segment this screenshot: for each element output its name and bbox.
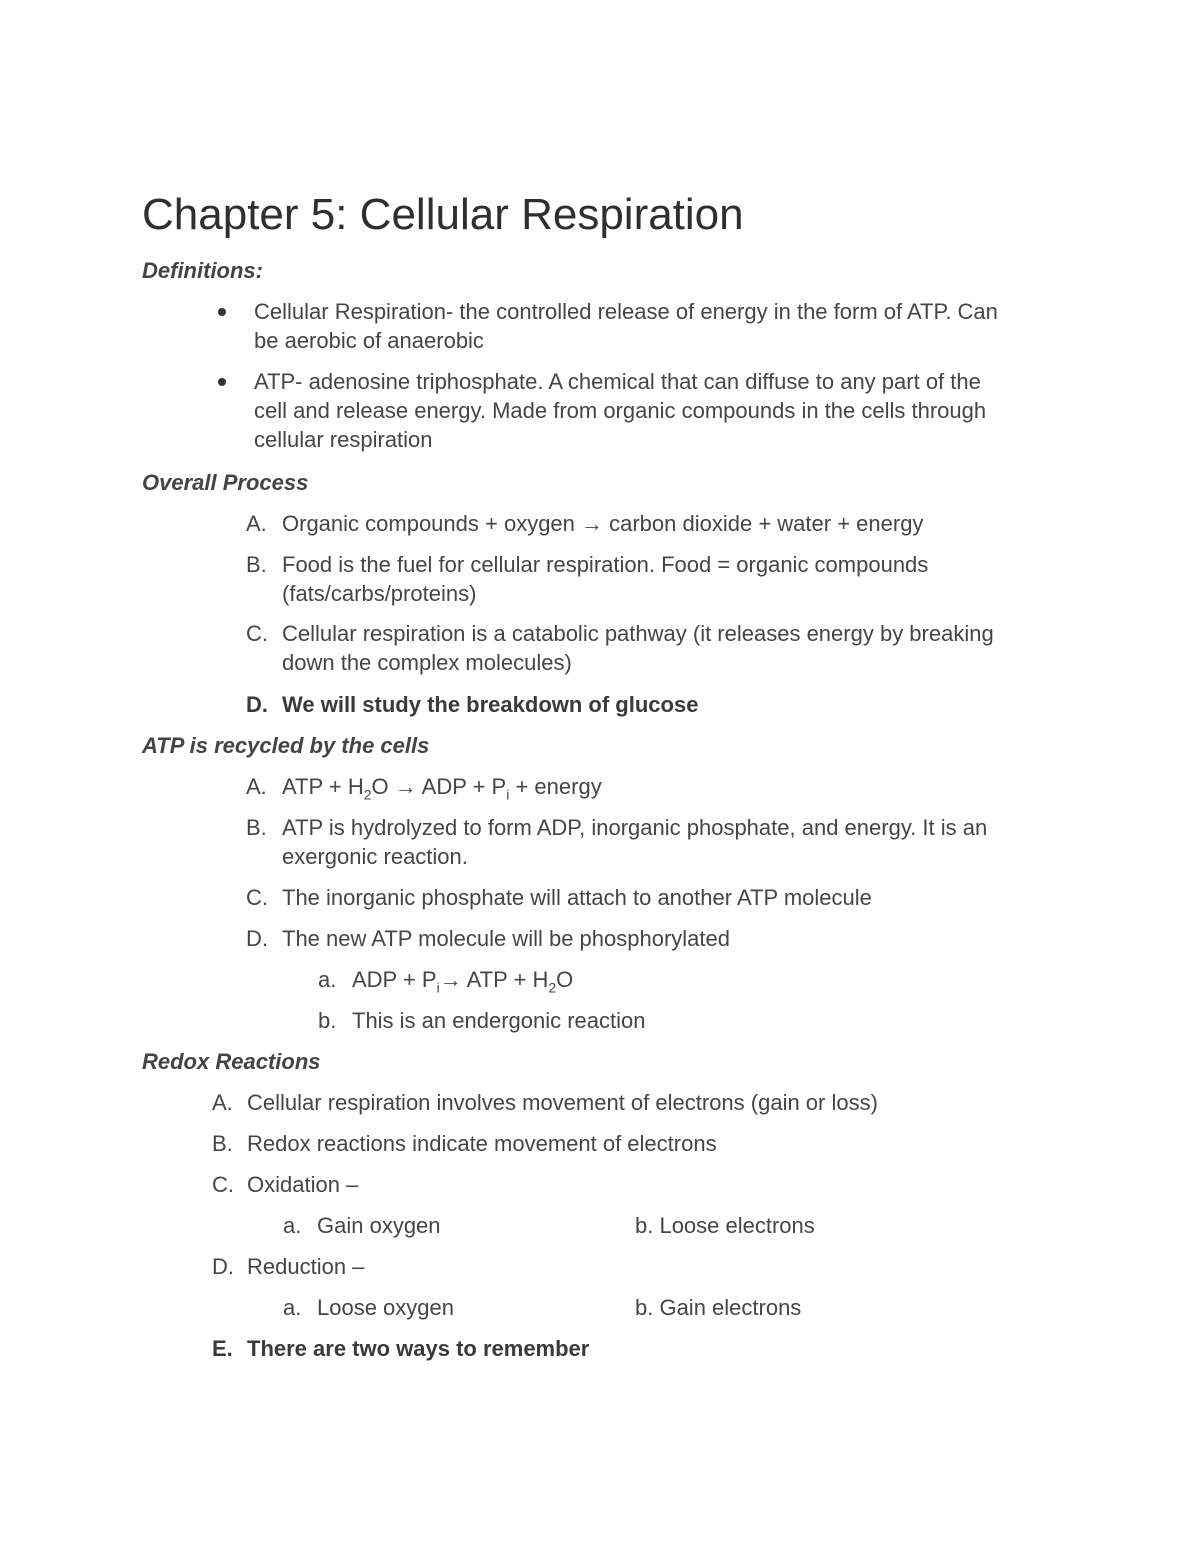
list-item-text: Cellular respiration involves movement of electrons (gain or loss) (247, 1090, 878, 1115)
list-item-text: exergonic reaction. (282, 844, 468, 869)
atp-heading: ATP is recycled by the cells (142, 733, 430, 758)
list-marker: D. (246, 692, 268, 717)
list-marker: C. (246, 885, 268, 910)
equation-part: O → ADP + P (371, 774, 507, 799)
list-item-text: Food is the fuel for cellular respiration. Food = organic compounds (282, 552, 929, 577)
list-item (216, 297, 1076, 357)
bullet-icon (218, 378, 226, 386)
equation-part: ADP + P (352, 967, 437, 992)
subscript: 2 (548, 979, 557, 996)
list-marker: A. (212, 1090, 233, 1115)
list-marker: C. (212, 1172, 234, 1197)
equation-part: → ATP + H (439, 967, 549, 992)
list-item (216, 367, 1076, 457)
equation-part: O (556, 967, 574, 992)
list-item-text: This is an endergonic reaction (352, 1008, 646, 1033)
definitions-heading: Definitions: (142, 258, 263, 283)
list-item-text: Oxidation – (247, 1172, 359, 1197)
list-marker: a. (283, 1295, 302, 1320)
list-item-text: (fats/carbs/proteins) (282, 581, 477, 606)
list-item-text: There are two ways to remember (247, 1336, 590, 1361)
equation-text (352, 965, 573, 1002)
list-item-text: b. Gain electrons (635, 1295, 802, 1320)
list-item-text: We will study the breakdown of glucose (282, 692, 699, 717)
list-item-text: down the complex molecules) (282, 650, 572, 675)
list-item-text: Redox reactions indicate movement of electrons (247, 1131, 717, 1156)
list-item-text: The inorganic phosphate will attach to another ATP molecule (282, 885, 872, 910)
list-marker: b. (318, 1008, 337, 1033)
page-title: Chapter 5: Cellular Respiration (142, 190, 744, 239)
list-item-text: b. Loose electrons (635, 1213, 815, 1238)
definition-text-line: cell and release energy. Made from organic compounds in the cells through (254, 398, 987, 423)
list-item-text: ATP is hydrolyzed to form ADP, inorganic phosphate, and energy. It is an (282, 815, 988, 840)
list-marker: E. (212, 1336, 233, 1361)
list-marker: D. (246, 926, 268, 951)
definition-text-line: Cellular Respiration- the controlled release of energy in the form of ATP. Can (254, 299, 998, 324)
list-item-text: Organic compounds + oxygen → carbon dioxide + water + energy (282, 511, 924, 536)
list-marker: a. (318, 967, 337, 992)
equation-part: ATP + H (282, 774, 364, 799)
list-marker: A. (246, 511, 267, 536)
list-item-text: Gain oxygen (317, 1213, 441, 1238)
subscript: i (506, 786, 510, 803)
list-item-text: Cellular respiration is a catabolic pathway (it releases energy by breaking (282, 621, 994, 646)
list-marker: C. (246, 621, 268, 646)
redox-heading: Redox Reactions (142, 1049, 321, 1074)
definition-text-line: be aerobic of anaerobic (254, 328, 484, 353)
list-item-text: The new ATP molecule will be phosphorylated (282, 926, 730, 951)
list-item-text: Loose oxygen (317, 1295, 454, 1320)
equation-text (282, 772, 602, 809)
definition-text-line: ATP- adenosine triphosphate. A chemical that can diffuse to any part of the (254, 369, 981, 394)
list-marker: B. (246, 552, 267, 577)
list-marker: B. (246, 815, 267, 840)
bullet-icon (218, 308, 226, 316)
subscript: 2 (363, 786, 372, 803)
list-marker: D. (212, 1254, 234, 1279)
equation-part: + energy (509, 774, 602, 799)
list-marker: a. (283, 1213, 302, 1238)
list-marker: A. (246, 774, 267, 799)
list-marker: B. (212, 1131, 233, 1156)
list-item-text: Reduction – (247, 1254, 365, 1279)
overall-process-heading: Overall Process (142, 470, 309, 495)
subscript: i (436, 979, 440, 996)
definition-text-line: cellular respiration (254, 427, 433, 452)
